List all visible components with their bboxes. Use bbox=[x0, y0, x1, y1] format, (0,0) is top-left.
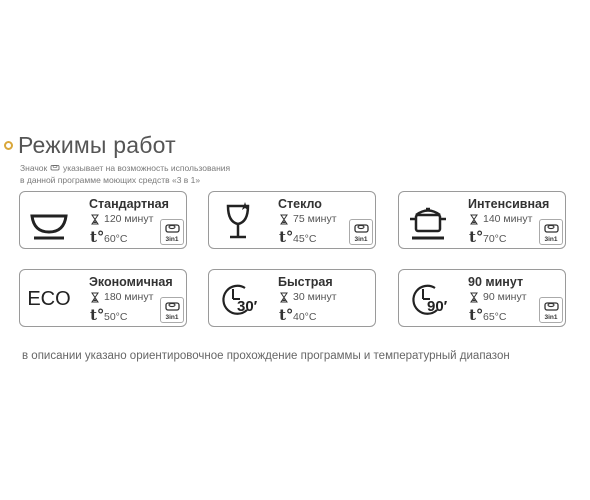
program-temp: 50°C bbox=[104, 311, 128, 323]
program-card-intensive bbox=[398, 191, 566, 249]
program-time: 90 минут bbox=[483, 291, 527, 303]
program-time: 120 минут bbox=[104, 213, 154, 225]
tablet-icon bbox=[50, 163, 61, 172]
program-temp: 60°C bbox=[104, 233, 128, 245]
tablet-icon bbox=[354, 222, 370, 234]
temperature-icon: t° bbox=[90, 306, 105, 324]
temperature-icon: t° bbox=[279, 306, 294, 324]
hourglass-icon bbox=[470, 292, 478, 303]
temperature-icon: t° bbox=[279, 228, 294, 246]
program-name: Интенсивная bbox=[468, 197, 550, 211]
eco-icon: ECO bbox=[27, 287, 71, 310]
3in1-badge bbox=[539, 297, 563, 323]
tablet-icon bbox=[165, 300, 181, 312]
program-time: 30 минут bbox=[293, 291, 337, 303]
section-header bbox=[4, 132, 176, 158]
3in1-badge bbox=[160, 297, 184, 323]
program-time: 140 минут bbox=[483, 213, 533, 225]
clock-30-icon bbox=[215, 276, 261, 322]
bowl-icon bbox=[26, 198, 72, 244]
program-temp: 45°C bbox=[293, 233, 317, 245]
clock-label: 90′ bbox=[427, 298, 448, 315]
hourglass-icon bbox=[280, 292, 288, 303]
hint-text bbox=[20, 162, 230, 186]
footnote: в описании указано ориентировочное прохождение программы и температурный диапазон bbox=[22, 350, 510, 362]
tablet-icon bbox=[165, 222, 181, 234]
program-name: Стекло bbox=[278, 197, 322, 211]
program-name: 90 минут bbox=[468, 275, 524, 289]
badge-label: 3in1 bbox=[165, 314, 179, 321]
3in1-badge bbox=[349, 219, 373, 245]
clock-90-icon bbox=[405, 276, 451, 322]
program-card-eco bbox=[19, 269, 187, 327]
program-time: 180 минут bbox=[104, 291, 154, 303]
badge-label: 3in1 bbox=[544, 236, 558, 243]
program-card-glass bbox=[208, 191, 376, 249]
hint-suffix: указывает на возможность использования bbox=[63, 163, 231, 173]
program-time: 75 минут bbox=[293, 213, 337, 225]
hourglass-icon bbox=[280, 214, 288, 225]
hourglass-icon bbox=[91, 214, 99, 225]
temperature-icon: t° bbox=[90, 228, 105, 246]
page-title: Режимы работ bbox=[18, 131, 176, 158]
badge-label: 3in1 bbox=[354, 236, 368, 243]
program-temp: 65°C bbox=[483, 311, 507, 323]
badge-label: 3in1 bbox=[165, 236, 179, 243]
hint-prefix: Значок bbox=[20, 163, 48, 173]
hourglass-icon bbox=[91, 292, 99, 303]
program-temp: 70°C bbox=[483, 233, 507, 245]
program-temp: 40°C bbox=[293, 311, 317, 323]
bullet-icon bbox=[4, 141, 13, 150]
badge-label: 3in1 bbox=[544, 314, 558, 321]
program-card-quick bbox=[208, 269, 376, 327]
3in1-badge bbox=[160, 219, 184, 245]
temperature-icon: t° bbox=[469, 228, 484, 246]
temperature-icon: t° bbox=[469, 306, 484, 324]
program-card-standard bbox=[19, 191, 187, 249]
program-name: Стандартная bbox=[89, 197, 169, 211]
program-card-90min bbox=[398, 269, 566, 327]
tablet-icon bbox=[544, 300, 560, 312]
program-name: Быстрая bbox=[278, 275, 333, 289]
pot-icon bbox=[405, 198, 451, 244]
clock-label: 30′ bbox=[237, 298, 258, 315]
3in1-badge bbox=[539, 219, 563, 245]
glass-icon bbox=[215, 198, 261, 244]
program-name: Экономичная bbox=[89, 275, 173, 289]
hourglass-icon bbox=[470, 214, 478, 225]
hint-line2: в данной программе моющих средств «3 в 1» bbox=[20, 175, 201, 185]
tablet-icon bbox=[544, 222, 560, 234]
